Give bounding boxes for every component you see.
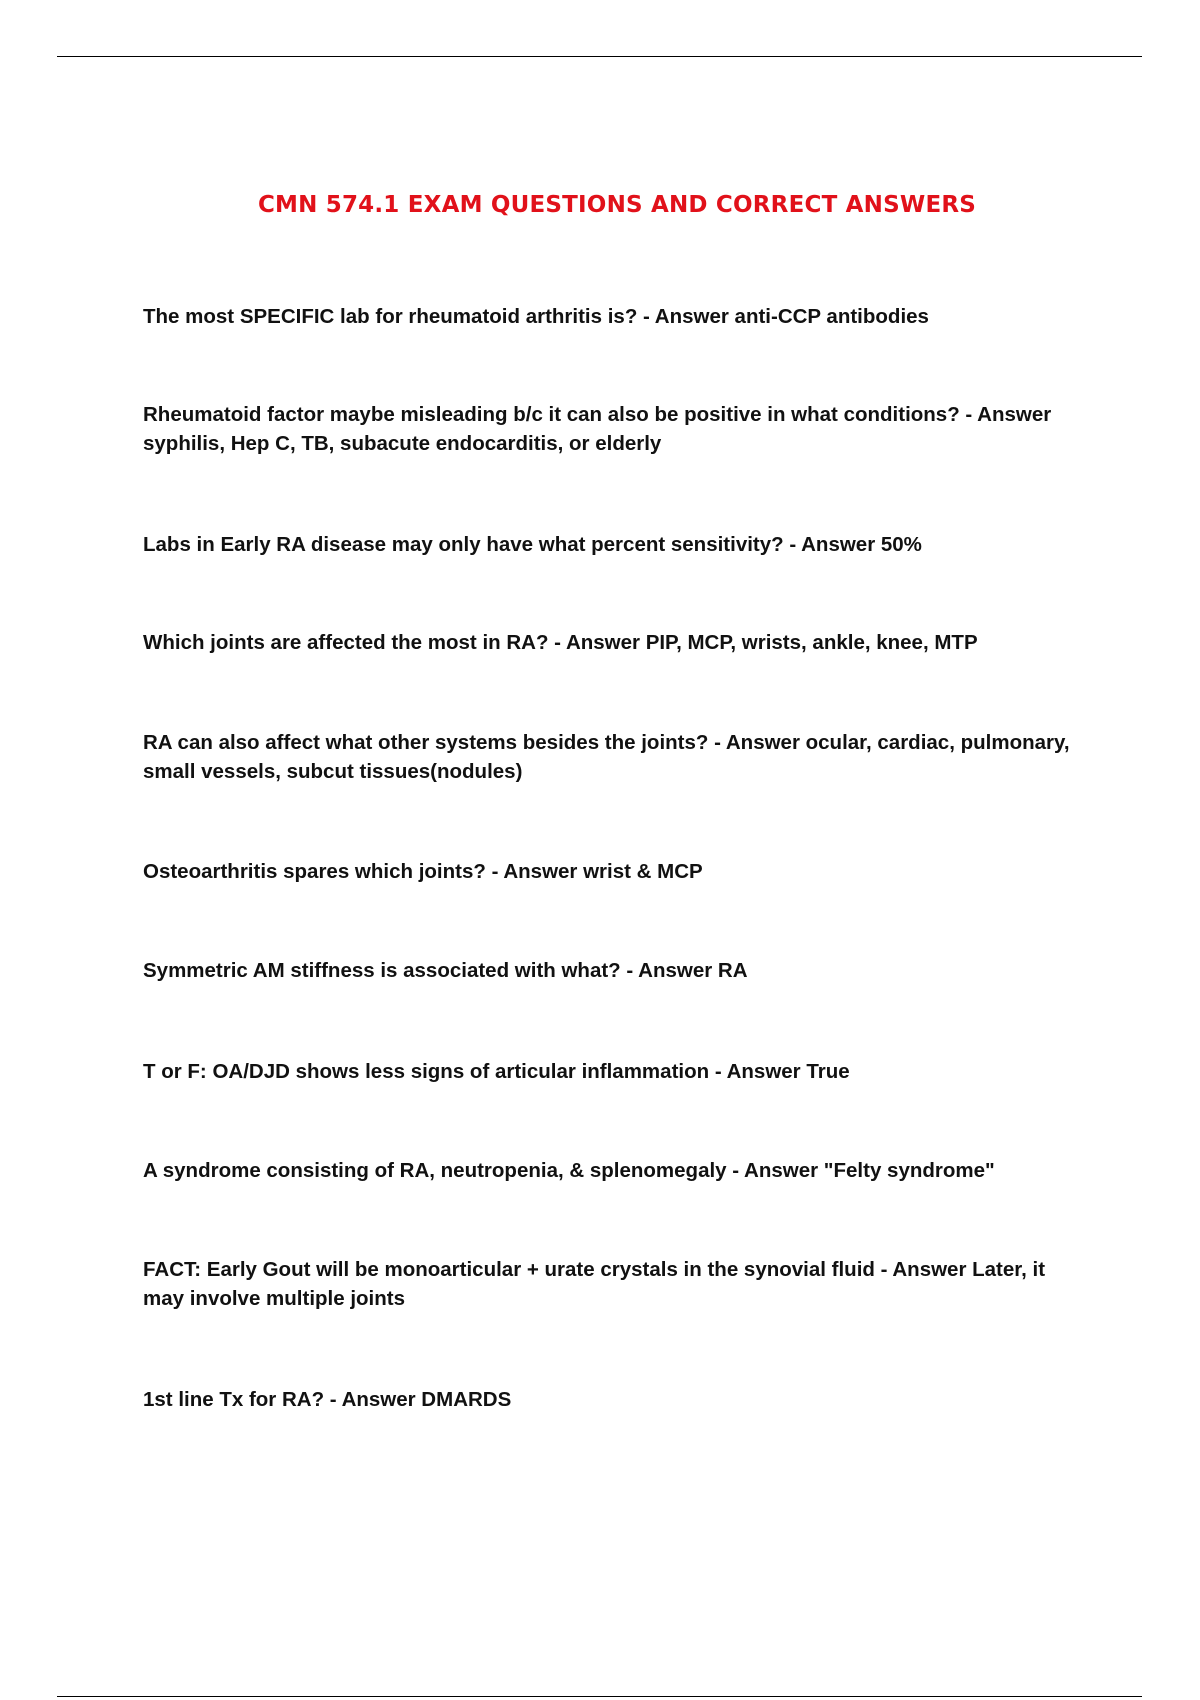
qa-item-4: Which joints are affected the most in RA? - Answer PIP, MCP, wrists, ankle, knee, MTP xyxy=(143,631,978,654)
qa-item-6: Osteoarthritis spares which joints? - Answer wrist & MCP xyxy=(143,860,703,883)
qa-item-1: The most SPECIFIC lab for rheumatoid arthritis is? - Answer anti-CCP antibodies xyxy=(143,305,929,328)
top-rule xyxy=(57,56,1142,57)
qa-item-2: Rheumatoid factor maybe misleading b/c it can also be positive in what conditions? - Answer syphilis, Hep C, TB, subacute endocarditis, or elderly xyxy=(143,403,1052,455)
qa-item-9: A syndrome consisting of RA, neutropenia, & splenomegaly - Answer "Felty syndrome" xyxy=(143,1159,995,1182)
document-title: CMN 574.1 EXAM QUESTIONS AND CORRECT ANSWERS xyxy=(257,192,977,218)
qa-item-5: RA can also affect what other systems besides the joints? - Answer ocular, cardiac, pulmonary, small vessels, subcut tissues(nodules) xyxy=(143,731,1070,783)
bottom-rule xyxy=(57,1696,1142,1697)
qa-item-7: Symmetric AM stiffness is associated with what? - Answer RA xyxy=(143,959,748,982)
qa-item-10: FACT: Early Gout will be monoarticular + urate crystals in the synovial fluid - Answer Later, it may involve multiple joints xyxy=(143,1258,1046,1310)
qa-item-11: 1st line Tx for RA? - Answer DMARDS xyxy=(143,1388,512,1411)
qa-item-8: T or F: OA/DJD shows less signs of articular inflammation - Answer True xyxy=(143,1060,850,1083)
qa-item-3: Labs in Early RA disease may only have what percent sensitivity? - Answer 50% xyxy=(143,533,922,556)
